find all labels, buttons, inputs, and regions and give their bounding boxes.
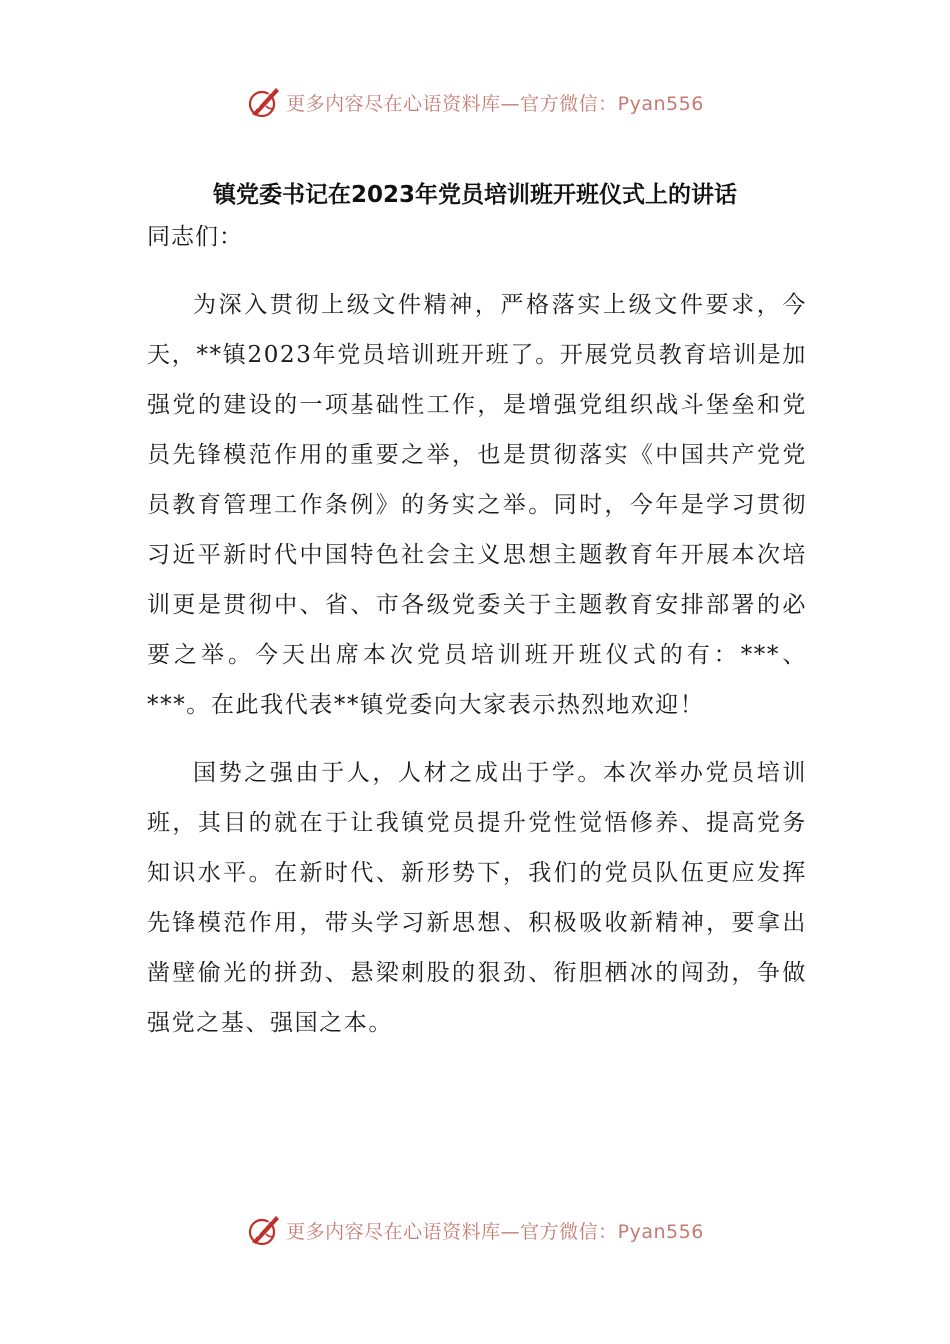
- header-banner: [0, 80, 950, 124]
- document-body: [147, 212, 807, 1048]
- header-banner-text: 更多内容尽在心语资料库—官方微信：Pyan556: [286, 92, 704, 115]
- quill-logo-icon: [246, 84, 282, 120]
- quill-logo-icon: [246, 1212, 282, 1248]
- footer-banner: [0, 1208, 950, 1252]
- salutation: 同志们：: [147, 224, 243, 250]
- paragraph-1: 为深入贯彻上级文件精神，严格落实上级文件要求，今天，**镇2023年党员培训班开班了。开展党员教育培训是加强党的建设的一项基础性工作，是增强党组织战斗堡垒和党员先锋模范作用的重要之举，也是贯彻落实《中国共产党党员教育管理工作条例》的务实之举。同时，今年是学习贯彻习近平新时代中国特色社会主义思想主题教育年开展本次培训更是贯彻中、省、市各级党委关于主题教育安排部署的必要之举。今天出席本次党员培训班开班仪式的有：***、***。在此我代表**镇党委向大家表示热烈地欢迎！: [147, 292, 807, 718]
- paragraph-2: 国势之强由于人，人材之成出于学。本次举办党员培训班，其目的就在于让我镇党员提升党性觉悟修养、提高党务知识水平。在新时代、新形势下，我们的党员队伍更应发挥先锋模范作用，带头学习新思想、积极吸收新精神，要拿出凿壁偷光的拼劲、悬梁刺股的狠劲、衔胆栖冰的闯劲，争做强党之基、强国之本。: [147, 760, 807, 1036]
- footer-banner-text: 更多内容尽在心语资料库—官方微信：Pyan556: [286, 1220, 704, 1243]
- document-title: 镇党委书记在2023年党员培训班开班仪式上的讲话: [212, 182, 737, 208]
